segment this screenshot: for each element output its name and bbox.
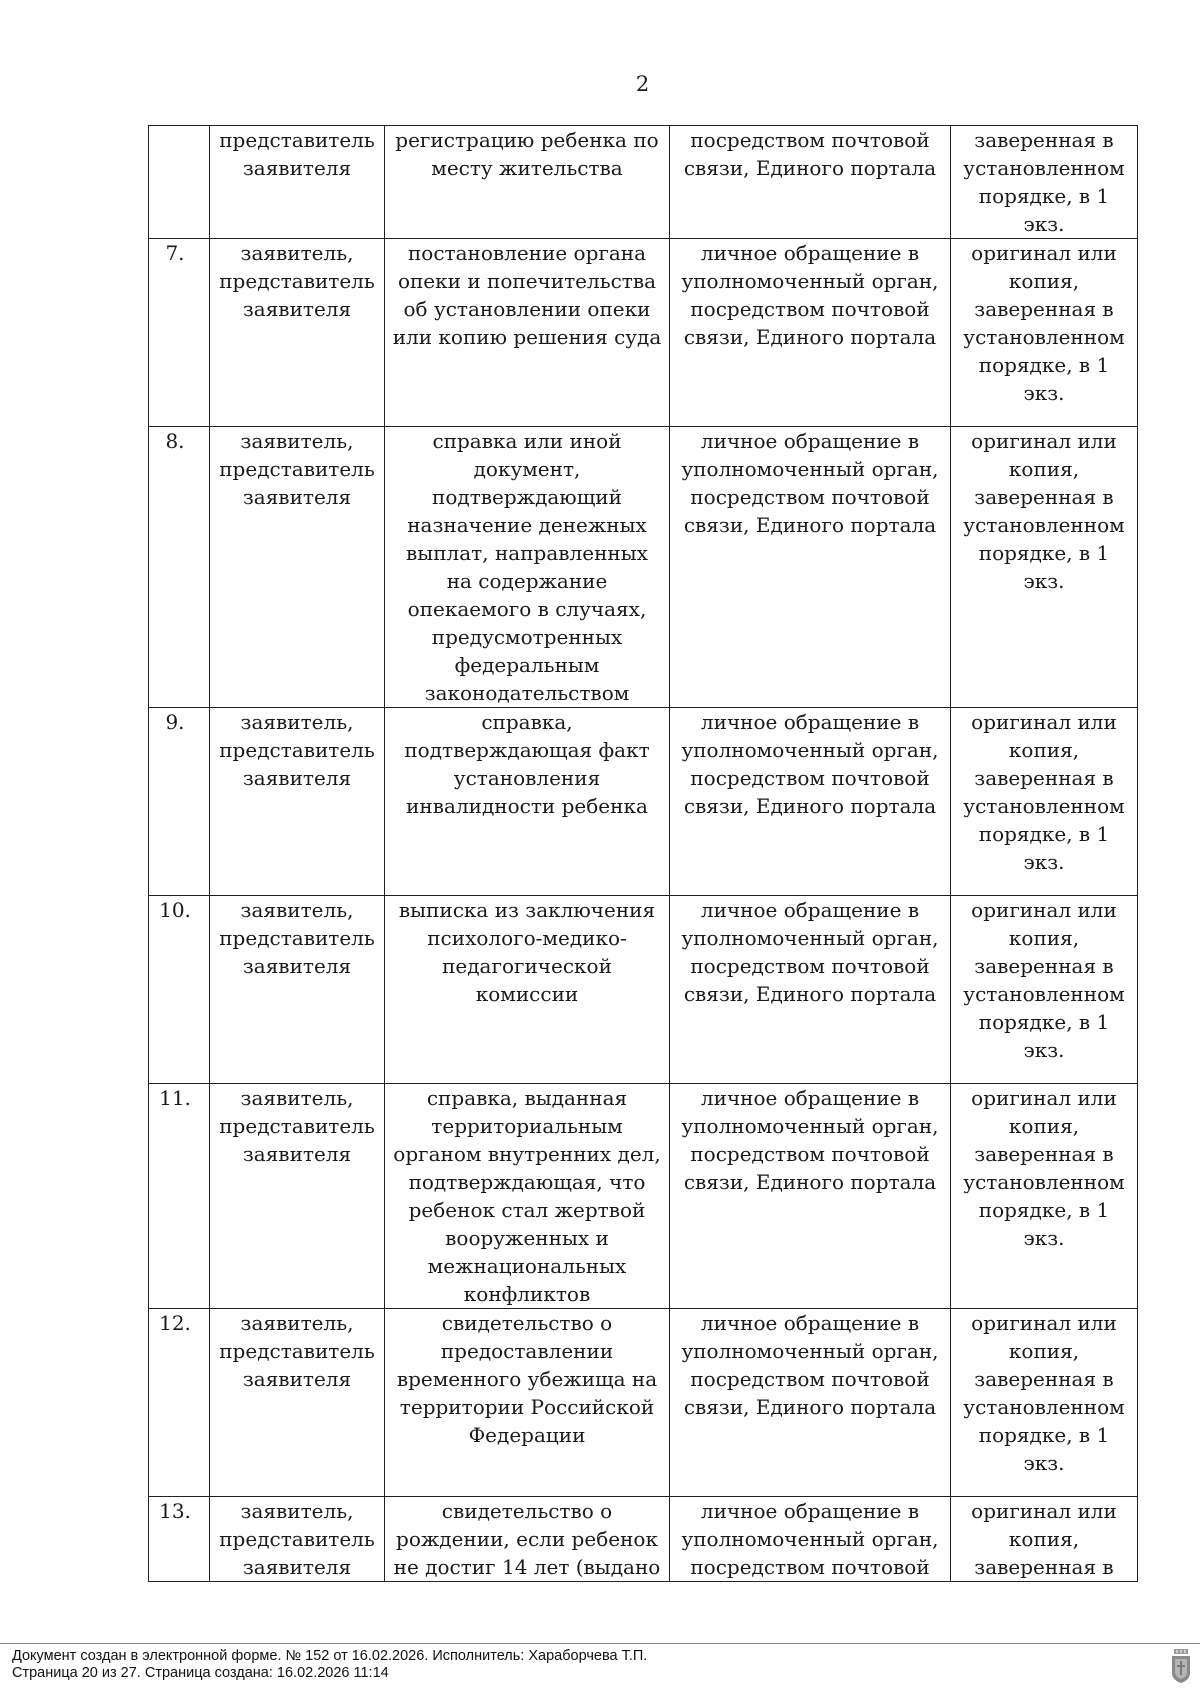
submission-method-cell: личное обращение в уполномоченный орган, посредством почтовой связи, Единого портала	[670, 1084, 951, 1309]
row-number-cell: 10.	[149, 896, 210, 1084]
submission-method-cell: посредством почтовой связи, Единого портала	[670, 126, 951, 239]
document-form-cell: оригинал или копия, заверенная в установленном порядке, в 1 экз.	[951, 1309, 1138, 1497]
document-cell: справка, выданная территориальным органом внутренних дел, подтверждающая, что ребенок стал жертвой вооруженных и межнациональных конфликтов	[385, 1084, 670, 1309]
submission-method-cell: личное обращение в уполномоченный орган, посредством почтовой связи, Единого портала	[670, 1309, 951, 1497]
row-number-cell: 12.	[149, 1309, 210, 1497]
footer-page-info: Страница 20 из 27. Страница создана: 16.02.2026 11:14	[12, 1665, 389, 1681]
table-row	[149, 126, 1138, 239]
document-form-cell: оригинал или копия, заверенная в установленном порядке, в 1 экз.	[951, 896, 1138, 1084]
document-form-cell: заверенная в установленном порядке, в 1 экз.	[951, 126, 1138, 239]
page-number: 2	[635, 72, 650, 96]
applicant-cell: представитель заявителя	[210, 126, 385, 239]
document-form-cell: оригинал или копия, заверенная в установленном порядке, в 1 экз.	[951, 1084, 1138, 1309]
row-number-cell: 13.	[149, 1497, 210, 1582]
applicant-cell: заявитель, представитель заявителя	[210, 896, 385, 1084]
document-form-cell: оригинал или копия, заверенная в установленном порядке, в 1 экз.	[951, 427, 1138, 708]
coat-of-arms-icon	[1171, 1649, 1191, 1683]
submission-method-cell: личное обращение в уполномоченный орган, посредством почтовой связи, Единого портала	[670, 427, 951, 708]
document-form-cell: оригинал или копия, заверенная в установленном порядке, в 1 экз.	[951, 239, 1138, 427]
applicant-cell: заявитель, представитель заявителя	[210, 1084, 385, 1309]
document-footer	[12, 1648, 647, 1682]
table-row	[149, 427, 1138, 708]
document-cell: справка или иной документ, подтверждающий назначение денежных выплат, направленных на содержание опекаемого в случаях, предусмотренных федеральным законодательством	[385, 427, 670, 708]
applicant-cell: заявитель, представитель заявителя	[210, 1309, 385, 1497]
submission-method-cell: личное обращение в уполномоченный орган, посредством почтовой связи, Единого портала	[670, 896, 951, 1084]
row-number-cell: 8.	[149, 427, 210, 708]
footer-document-info: Документ создан в электронной форме. № 152 от 16.02.2026. Исполнитель: Хараборчева Т.П.	[12, 1648, 648, 1664]
applicant-cell: заявитель, представитель заявителя	[210, 1497, 385, 1582]
row-number-cell	[149, 126, 210, 239]
table-row	[149, 1084, 1138, 1309]
submission-method-cell: личное обращение в уполномоченный орган, посредством почтовой	[670, 1497, 951, 1582]
submission-method-cell: личное обращение в уполномоченный орган, посредством почтовой связи, Единого портала	[670, 239, 951, 427]
table-row	[149, 708, 1138, 896]
table-row	[149, 1309, 1138, 1497]
applicant-cell: заявитель, представитель заявителя	[210, 239, 385, 427]
document-form-cell: оригинал или копия, заверенная в установленном порядке, в 1 экз.	[951, 708, 1138, 896]
row-number-cell: 11.	[149, 1084, 210, 1309]
submission-method-cell: личное обращение в уполномоченный орган, посредством почтовой связи, Единого портала	[670, 708, 951, 896]
document-cell: свидетельство о рождении, если ребенок не достиг 14 лет (выдано	[385, 1497, 670, 1582]
document-form-cell: оригинал или копия, заверенная в	[951, 1497, 1138, 1582]
applicant-cell: заявитель, представитель заявителя	[210, 708, 385, 896]
footer-divider	[0, 1643, 1200, 1644]
row-number-cell: 7.	[149, 239, 210, 427]
document-cell: свидетельство о предоставлении временного убежища на территории Российской Федерации	[385, 1309, 670, 1497]
row-number-cell: 9.	[149, 708, 210, 896]
document-cell: постановление органа опеки и попечительства об установлении опеки или копию решения суда	[385, 239, 670, 427]
document-cell: выписка из заключения психолого-медико- педагогической комиссии	[385, 896, 670, 1084]
documents-table	[148, 125, 1138, 1582]
document-cell: справка, подтверждающая факт установления инвалидности ребенка	[385, 708, 670, 896]
document-cell: регистрацию ребенка по месту жительства	[385, 126, 670, 239]
table-row	[149, 1497, 1138, 1582]
table-row	[149, 896, 1138, 1084]
applicant-cell: заявитель, представитель заявителя	[210, 427, 385, 708]
table-row	[149, 239, 1138, 427]
